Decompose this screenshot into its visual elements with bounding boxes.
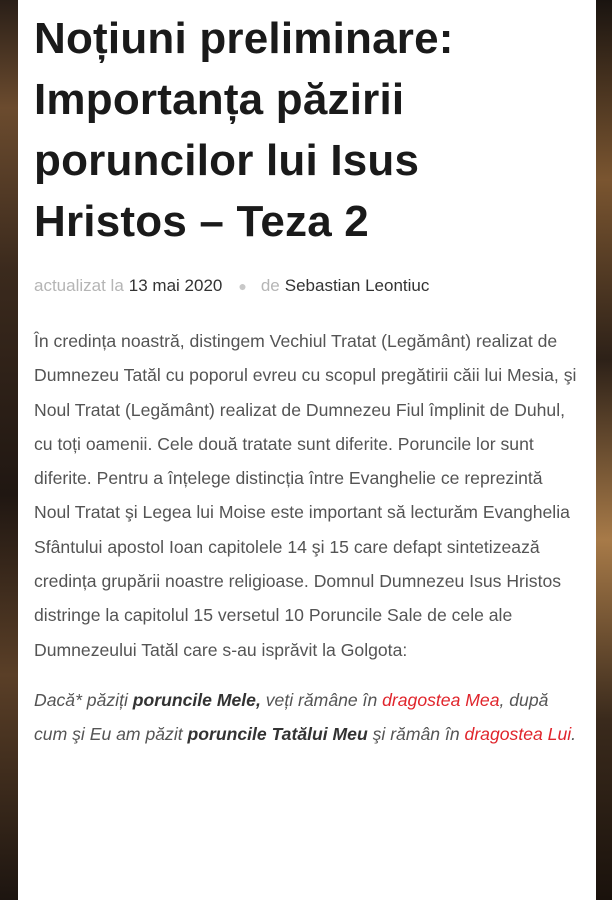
quote-emphasis: poruncile Mele, — [132, 689, 261, 710]
publish-date[interactable]: 13 mai 2020 — [128, 276, 223, 295]
author-link[interactable]: Sebastian Leontiuc — [284, 276, 430, 295]
quote-text: şi rămân în — [367, 724, 465, 745]
background-image-right — [596, 0, 612, 900]
article-meta — [18, 252, 596, 296]
article-card — [18, 0, 596, 900]
updated-label: actualizat la — [34, 276, 124, 295]
quote-highlight: dragostea Mea — [382, 689, 500, 710]
quote-text: Dacă* păziți — [34, 689, 133, 710]
scripture-quote — [18, 667, 596, 752]
background-image-left — [0, 0, 18, 900]
quote-highlight: dragostea Lui — [464, 724, 572, 745]
article-paragraph: În credința noastră, distingem Vechiul Tratat (Legământ) realizat de Dumnezeu Tatăl cu poporul evreu cu scopul pregătirii căii lui Mesia, şi Noul Tratat (Legământ) realizat de Dumnezeu Fiul împlinit de Duhul, cu toți oamenii. Cele două tratate sunt diferite. Poruncile lor sunt diferite. Pentru a înțelege distincția între Evanghelie ce reprezintă Noul Tratat şi Legea lui Moise este important să lecturăm Evanghelia Sfântului apostol Ioan capitolele 14 şi 15 care defapt sintetizează credința grupării noastre religioase. Domnul Dumnezeu Isus Hristos distringe la capitolul 15 versetul 10 Poruncile Sale de cele ale Dumnezeului Tatăl care s-au isprăvit la Golgota: — [34, 331, 577, 660]
quote-emphasis: poruncile Tatălui Meu — [187, 724, 368, 745]
meta-separator-dot: ● — [238, 278, 247, 294]
quote-text: , după cum şi Eu am păzit — [34, 689, 549, 745]
article-title: Noțiuni preliminare: Importanța păzirii poruncilor lui Isus Hristos – Teza 2 — [34, 14, 454, 246]
quote-text: . — [571, 724, 577, 745]
by-label: de — [260, 276, 280, 295]
quote-text: veți rămâne în — [260, 689, 383, 710]
